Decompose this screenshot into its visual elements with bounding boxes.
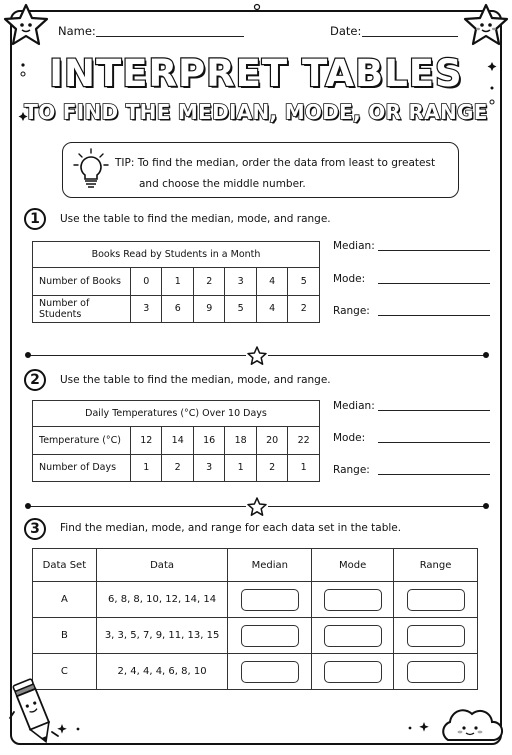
median-answer-line[interactable] — [378, 250, 490, 251]
table-cell: 6 — [162, 295, 193, 323]
table-cell: 1 — [288, 454, 320, 482]
table-cell: 3 — [131, 295, 162, 323]
table-cell: 16 — [193, 427, 224, 455]
table-cell: 1 — [162, 268, 193, 296]
data-set-label: C — [33, 654, 97, 690]
range-label: Range: — [333, 305, 370, 317]
q1-range-answer — [333, 305, 493, 317]
question-number: 3 — [24, 518, 46, 540]
median-answer-line[interactable] — [378, 410, 490, 411]
table-cell: 22 — [288, 427, 320, 455]
table-cell: 1 — [225, 454, 256, 482]
tip-line-1: TIP: To find the median, order the data from least to greatest — [115, 157, 436, 169]
median-answer-box[interactable] — [241, 625, 299, 647]
table-cell: 4 — [256, 268, 287, 296]
table-cell: 1 — [131, 454, 162, 482]
q1-mode-answer — [333, 273, 493, 285]
cloud-face-icon — [436, 700, 506, 748]
data-set-label: B — [33, 618, 97, 654]
median-label: Median: — [333, 400, 375, 412]
range-answer-box[interactable] — [407, 625, 465, 647]
table-cell: 2 — [256, 454, 287, 482]
table-cell: 12 — [131, 427, 162, 455]
range-answer-line[interactable] — [378, 474, 490, 475]
table-cell: 4 — [256, 295, 287, 323]
table-row — [33, 427, 320, 455]
name-label: Name: — [58, 24, 96, 38]
median-answer-box[interactable] — [241, 661, 299, 683]
table-row — [33, 654, 478, 690]
table-cell: 0 — [131, 268, 162, 296]
tip-box — [62, 142, 459, 198]
q3-table — [32, 548, 478, 690]
question-number: 2 — [24, 369, 46, 391]
pencil-character-icon — [4, 672, 64, 752]
table-cell: 5 — [225, 295, 256, 323]
q2-range-answer — [333, 464, 493, 476]
date-label: Date: — [330, 24, 362, 38]
divider-dot — [25, 352, 31, 358]
question-number: 1 — [24, 208, 46, 230]
table-cell: 20 — [256, 427, 287, 455]
table-header-row — [33, 549, 478, 582]
range-label: Range: — [333, 464, 370, 476]
column-header: Median — [228, 549, 312, 582]
star-face-icon — [2, 2, 50, 48]
row-label: Temperature (°C) — [33, 427, 131, 455]
date-field[interactable] — [362, 36, 458, 37]
table-cell: 14 — [162, 427, 193, 455]
q2-instruction: Use the table to find the median, mode, and range. — [60, 374, 331, 386]
table-row — [33, 582, 478, 618]
mode-answer-box[interactable] — [324, 589, 382, 611]
table-cell: 2 — [193, 268, 224, 296]
tip-line-2: and choose the middle number. — [139, 178, 306, 190]
q2-table — [32, 400, 320, 482]
row-label: Number of Books — [33, 268, 131, 296]
table-cell: 5 — [288, 268, 320, 296]
section-divider — [28, 506, 486, 507]
data-values: 3, 3, 5, 7, 9, 11, 13, 15 — [96, 618, 228, 654]
column-header: Range — [394, 549, 478, 582]
section-divider — [28, 355, 486, 356]
range-answer-box[interactable] — [407, 661, 465, 683]
mode-label: Mode: — [333, 273, 366, 285]
star-face-icon — [462, 2, 510, 48]
q1-median-answer — [333, 240, 493, 252]
range-answer-line[interactable] — [378, 315, 490, 316]
row-label: Number of Days — [33, 454, 131, 482]
column-header: Data — [96, 549, 228, 582]
median-answer-box[interactable] — [241, 589, 299, 611]
table-cell: 2 — [288, 295, 320, 323]
star-icon — [246, 345, 268, 367]
star-icon — [246, 496, 268, 518]
q2-mode-answer — [333, 432, 493, 444]
q2-table-title: Daily Temperatures (°C) Over 10 Days — [33, 401, 320, 427]
table-row — [33, 618, 478, 654]
q2-median-answer — [333, 400, 493, 412]
row-label: Number of Students — [33, 295, 131, 323]
table-cell: 3 — [193, 454, 224, 482]
range-answer-box[interactable] — [407, 589, 465, 611]
column-header: Data Set — [33, 549, 97, 582]
q1-instruction: Use the table to find the median, mode, and range. — [60, 213, 331, 225]
data-values: 2, 4, 4, 4, 6, 8, 10 — [96, 654, 228, 690]
table-row — [33, 295, 320, 323]
table-cell: 2 — [162, 454, 193, 482]
divider-dot — [25, 503, 31, 509]
column-header: Mode — [312, 549, 394, 582]
mode-answer-box[interactable] — [324, 661, 382, 683]
q3-instruction: Find the median, mode, and range for each data set in the table. — [60, 522, 402, 534]
table-cell: 18 — [225, 427, 256, 455]
data-values: 6, 8, 8, 10, 12, 14, 14 — [96, 582, 228, 618]
mode-answer-box[interactable] — [324, 625, 382, 647]
name-field[interactable] — [96, 36, 244, 37]
mode-label: Mode: — [333, 432, 366, 444]
median-label: Median: — [333, 240, 375, 252]
lightbulb-icon — [71, 147, 111, 193]
mode-answer-line[interactable] — [378, 283, 490, 284]
divider-dot — [483, 503, 489, 509]
table-row — [33, 268, 320, 296]
table-row — [33, 454, 320, 482]
sparkle-icon — [404, 720, 434, 736]
table-cell: 9 — [193, 295, 224, 323]
table-cell: 3 — [225, 268, 256, 296]
divider-dot — [483, 352, 489, 358]
q1-table-title: Books Read by Students in a Month — [33, 242, 320, 268]
q1-table — [32, 241, 320, 323]
sparkle-icon — [252, 2, 262, 12]
mode-answer-line[interactable] — [378, 442, 490, 443]
page-subtitle: TO FIND THE MEDIAN, MODE, OR RANGE — [24, 100, 488, 124]
data-set-label: A — [33, 582, 97, 618]
page-title: INTERPRET TABLES — [49, 52, 463, 95]
sparkle-icon — [56, 722, 96, 736]
